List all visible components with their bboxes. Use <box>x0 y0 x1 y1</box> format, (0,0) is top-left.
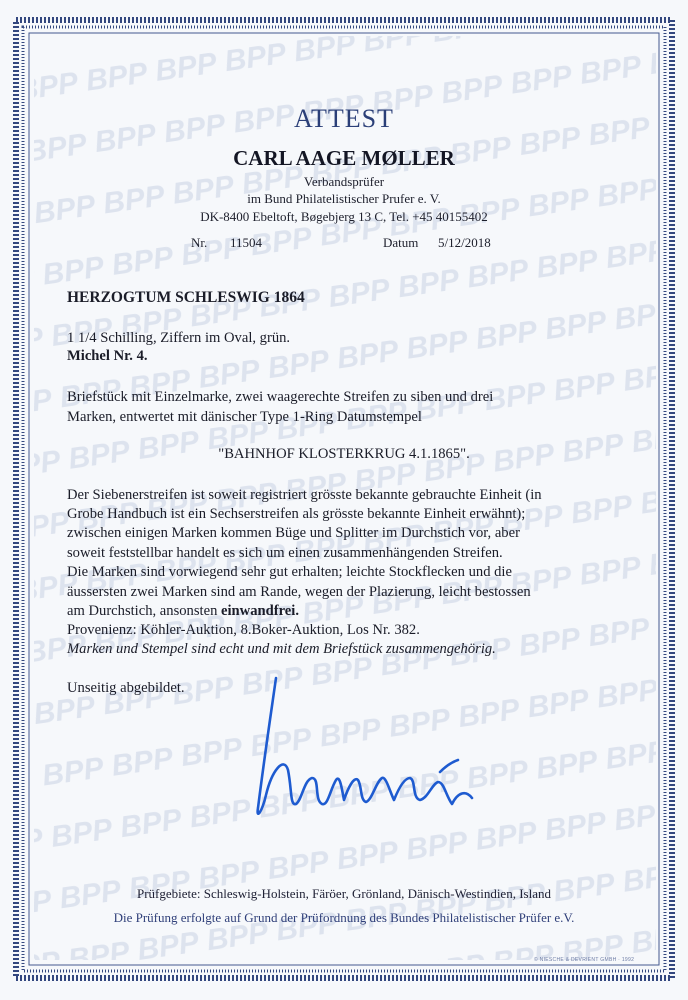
body-line-3: zwischen einigen Marken kommen Büge und Splitter im Durchstich vor, aber <box>67 525 520 541</box>
piece-line-1: Briefstück mit Einzelmarke, zwei waagerechte Streifen zu siben und drei <box>67 389 494 405</box>
michel-number: Michel Nr. 4. <box>67 348 148 364</box>
provenance: Provenienz: Köhler-Auktion, 8.Boker-Auktion, Los Nr. 382. <box>67 622 420 638</box>
date-label: Datum <box>383 235 419 250</box>
nr-label: Nr. <box>191 235 208 250</box>
footer-regulation: Die Prüfung erfolgte auf Grund der Prüfordnung des Bundes Philatelistischer Prüfer e.V. <box>113 910 575 925</box>
reverse-note: Unseitig abgebildet. <box>67 680 185 696</box>
examiner-role: Verbandsprüfer <box>303 174 385 189</box>
stamp-description: 1 1/4 Schilling, Ziffern im Oval, grün. <box>67 330 291 346</box>
postmark-text: "BAHNHOF KLOSTERKRUG 4.1.1865". <box>218 446 470 462</box>
condition-line <box>67 603 299 620</box>
printer-mark: © NIESCHE & DEVRIENT GMBH · 1992 <box>534 957 635 963</box>
stamp-heading: HERZOGTUM SCHLESWIG 1864 <box>67 289 305 306</box>
examiner-name: CARL AAGE MØLLER <box>233 146 455 170</box>
body-line-1: Der Siebenerstreifen ist soweit registriert grösste bekannte gebrauchte Einheit (in <box>67 487 542 503</box>
certificate-title: ATTEST <box>294 104 394 133</box>
body-line-5: Die Marken sind vorwiegend sehr gut erhalten; leichte Stockflecken und die <box>67 564 512 580</box>
footer-examination-areas: Prüfgebiete: Schleswig-Holstein, Färöer, Grönland, Dänisch-Westindien, Island <box>137 886 551 901</box>
date-value: 5/12/2018 <box>438 235 491 250</box>
examiner-association: im Bund Philatelistischer Prufer e. V. <box>247 191 441 206</box>
condition-prefix: am Durchstich, ansonsten <box>67 603 222 619</box>
body-line-6: äussersten zwei Marken sind am Rande, wegen der Plazierung, leicht bestossen <box>67 584 531 600</box>
nr-value: 11504 <box>230 235 263 250</box>
examiner-address: DK-8400 Ebeltoft, Bøgebjerg 13 C, Tel. +45 40155402 <box>200 209 488 224</box>
piece-line-2: Marken, entwertet mit dänischer Type 1-Ring Datumstempel <box>67 409 422 425</box>
condition-verdict: einwandfrei. <box>221 603 299 619</box>
genuineness-statement: Marken und Stempel sind echt und mit dem Briefstück zusammengehörig. <box>67 641 496 657</box>
body-line-2: Grobe Handbuch ist ein Sechserstreifen als grösste bekannte Einheit erwähnt); <box>67 506 526 522</box>
body-line-4: soweit feststellbar handelt es sich um einen zusammenhängenden Streifen. <box>67 545 503 561</box>
